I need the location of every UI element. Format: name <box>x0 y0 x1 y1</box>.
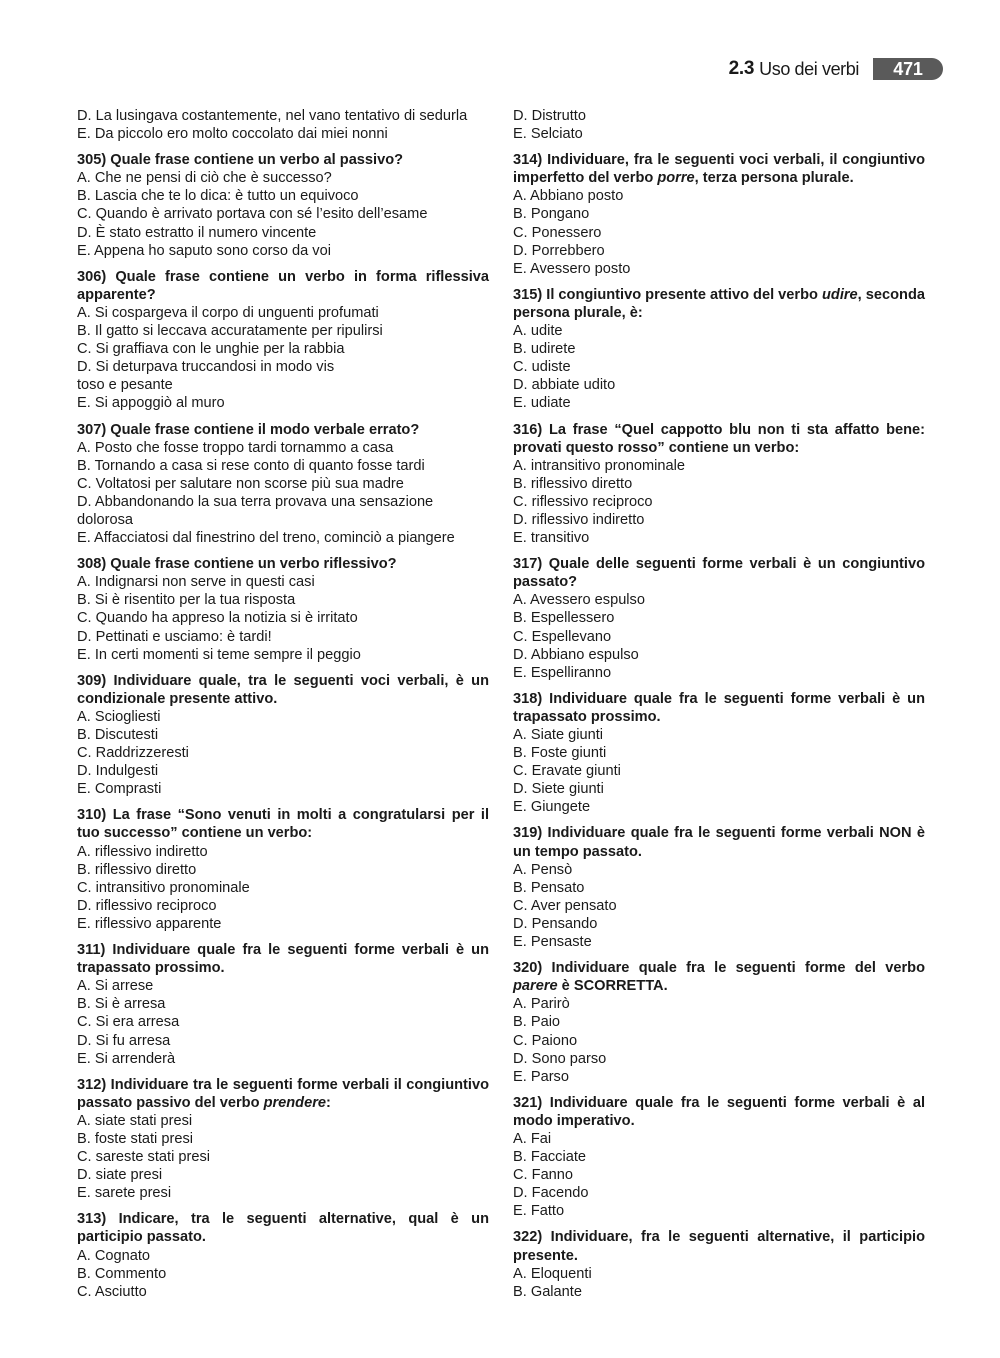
answer-option: D. riflessivo indiretto <box>513 511 645 528</box>
question-311 <box>77 941 489 1068</box>
question-title: 306) Quale frase contiene un verbo in forma riflessiva apparente? <box>77 268 489 303</box>
answer-option: D. Facendo <box>513 1185 589 1202</box>
answer-option: B. Lascia che te lo dica: è tutto un equivoco <box>77 188 359 205</box>
answer-option: E. Pensaste <box>513 934 592 951</box>
answer-option: E. Giungete <box>513 799 591 816</box>
answer-option: A. Posto che fosse troppo tardi tornammo a casa <box>77 439 394 456</box>
answer-option: E. transitivo <box>513 530 590 547</box>
answer-option: D. Siete giunti <box>513 781 604 798</box>
question-312 <box>77 1076 489 1203</box>
answer-option: A. Abbiano posto <box>513 188 624 205</box>
question-title: 319) Individuare quale fra le seguenti forme verbali NON è un tempo passato. <box>513 825 925 860</box>
question-title <box>513 151 925 187</box>
answer-option: E. Avessero posto <box>513 260 631 277</box>
answer-option: D. Abbiano espulso <box>513 646 639 663</box>
answer-option: B. Facciate <box>513 1149 586 1166</box>
answer-option: C. intransitivo pronominale <box>77 879 250 896</box>
right-column <box>513 107 925 1309</box>
answer-option: C. Paiono <box>513 1032 578 1049</box>
answer-option: E. Affacciatosi dal finestrino del treno, cominciò a piangere <box>77 530 455 547</box>
question-315 <box>513 286 925 413</box>
answer-option: E. Si arrenderà <box>77 1050 176 1067</box>
question-title-suffix: , terza persona plurale. <box>694 170 854 187</box>
question-title-text: 320) Individuare quale fra le seguenti forme del verbo <box>513 960 925 977</box>
answer-option: C. udiste <box>513 359 571 376</box>
question-320 <box>513 959 925 1086</box>
answer-option: C. Espellevano <box>513 628 612 645</box>
answer-option: A. Fai <box>513 1130 552 1147</box>
answer-option: B. riflessivo diretto <box>77 861 197 878</box>
answer-option: B. Espellessero <box>513 610 615 627</box>
answer-option: D. È stato estratto il numero vincente <box>77 224 317 241</box>
answer-option: E. Selciato <box>513 126 583 143</box>
answer-option: B. Pensato <box>513 879 585 896</box>
question-307 <box>77 421 489 548</box>
answer-option: D. Sono parso <box>513 1050 607 1067</box>
answer-option: C. Si era arresa <box>77 1014 180 1031</box>
question-title-text: 314) Individuare, fra le seguenti voci verbali, il congiuntivo imperfetto del verbo <box>513 152 925 187</box>
question-308 <box>77 555 489 664</box>
answer-option: B. Si è arresa <box>77 996 166 1013</box>
answer-option: A. Pensò <box>513 861 573 878</box>
page-number-badge: 471 <box>873 58 943 80</box>
question-title <box>513 959 925 995</box>
page-header <box>729 58 943 80</box>
answer-option: B. Galante <box>513 1283 582 1300</box>
answer-option-continuation: toso e pesante <box>77 377 173 394</box>
section-number: 2.3 <box>728 58 755 79</box>
answer-option: A. udite <box>513 323 563 340</box>
answer-option: A. Sciogliesti <box>77 708 161 725</box>
section-title: Uso dei verbi <box>759 58 859 79</box>
question-title-suffix: : <box>326 1094 331 1111</box>
answer-option: C. riflessivo reciproco <box>513 493 653 510</box>
answer-option: D. Distrutto <box>513 108 586 124</box>
answer-option: D. Porrebbero <box>513 242 605 259</box>
question-310 <box>77 806 489 933</box>
question-title-emphasis: prendere <box>263 1094 327 1111</box>
question-309 <box>77 672 489 799</box>
answer-option: B. Si è risentito per la tua risposta <box>77 592 296 609</box>
question-title: 318) Individuare quale fra le seguenti forme verbali è un trapassato prossimo. <box>513 690 925 725</box>
answer-option: E. In certi momenti si teme sempre il peggio <box>77 646 361 663</box>
answer-option: D. Si fu arresa <box>77 1032 171 1049</box>
answer-option: B. riflessivo diretto <box>513 475 633 492</box>
answer-option: C. Eravate giunti <box>513 763 621 780</box>
answer-option: B. Tornando a casa si rese conto di quanto fosse tardi <box>77 457 425 474</box>
answer-option: C. Raddrizzeresti <box>77 745 189 762</box>
question-title-emphasis: porre <box>657 170 695 187</box>
answer-option: D. riflessivo reciproco <box>77 897 217 914</box>
answer-option: D. Pettinati e usciamo: è tardi! <box>77 628 272 645</box>
answer-option: D. Pensando <box>513 915 598 932</box>
question-317 <box>513 555 925 682</box>
answer-option: B. Pongano <box>513 206 590 223</box>
question-306 <box>77 268 489 413</box>
answer-option: E. sarete presi <box>77 1185 172 1202</box>
answer-option: E. Appena ho saputo sono corso da voi <box>77 242 331 259</box>
question-305 <box>77 151 489 260</box>
answer-option: B. Foste giunti <box>513 745 607 762</box>
question-continuation <box>77 107 489 143</box>
answer-option: A. intransitivo pronominale <box>513 457 685 474</box>
answer-option: C. Ponessero <box>513 224 602 241</box>
answer-option: E. Parso <box>513 1068 569 1085</box>
question-title-suffix: è SCORRETTA. <box>557 978 668 995</box>
answer-option: A. Si arrese <box>77 978 154 995</box>
answer-option: A. Siate giunti <box>513 727 604 743</box>
answer-option: C. Quando ha appreso la notizia si è irritato <box>77 610 358 627</box>
question-title: 317) Quale delle seguenti forme verbali è un congiuntivo passato? <box>513 556 925 591</box>
answer-option: D. abbiate udito <box>513 377 616 394</box>
answer-option: C. Aver pensato <box>513 897 617 914</box>
question-322 <box>513 1228 925 1300</box>
answer-option: A. riflessivo indiretto <box>77 843 208 860</box>
answer-option: B. foste stati presi <box>77 1130 193 1147</box>
answer-option: D. siate presi <box>77 1167 163 1184</box>
answer-option: A. Parirò <box>513 996 570 1013</box>
answer-option: E. udiate <box>513 395 571 412</box>
answer-option: D. Indulgesti <box>77 763 159 780</box>
question-title: 307) Quale frase contiene il modo verbale errato? <box>77 421 420 438</box>
question-title: 313) Indicare, tra le seguenti alternative, qual è un participio passato. <box>77 1211 489 1246</box>
question-318 <box>513 690 925 817</box>
question-319 <box>513 824 925 951</box>
answer-option: B. Paio <box>513 1014 561 1031</box>
question-title-suffix: , seconda persona plurale, è: <box>513 286 925 321</box>
question-title: 308) Quale frase contiene un verbo riflessivo? <box>77 556 397 573</box>
answer-option: B. Il gatto si leccava accuratamente per ripulirsi <box>77 323 383 340</box>
question-title: 311) Individuare quale fra le seguenti forme verbali è un trapassato prossimo. <box>77 942 489 977</box>
answer-option: C. Si graffiava con le unghie per la rabbia <box>77 341 345 358</box>
answer-option: A. siate stati presi <box>77 1112 193 1129</box>
question-title: 322) Individuare, fra le seguenti alternative, il participio presente. <box>513 1229 925 1264</box>
left-column <box>77 107 489 1309</box>
question-313 <box>77 1210 489 1300</box>
answer-option: A. Si cospargeva il corpo di unguenti profumati <box>77 304 379 321</box>
answer-option: A. Cognato <box>77 1247 151 1264</box>
question-continuation <box>513 107 925 143</box>
question-316 <box>513 421 925 548</box>
answer-option: E. Espelliranno <box>513 664 612 681</box>
answer-option: B. udirete <box>513 341 576 358</box>
answer-option: D. Si deturpava truccandosi in modo vis <box>77 359 335 376</box>
question-title-text: 312) Individuare tra le seguenti forme verbali il congiuntivo passato passivo del verbo <box>77 1076 489 1111</box>
answer-option: A. Eloquenti <box>513 1265 592 1282</box>
question-title <box>77 1076 489 1112</box>
answer-option: E. riflessivo apparente <box>77 915 222 932</box>
question-title: 305) Quale frase contiene un verbo al passivo? <box>77 152 404 169</box>
answer-option: A. Che ne pensi di ciò che è successo? <box>77 170 332 187</box>
question-title: 321) Individuare quale fra le seguenti forme verbali è al modo imperativo. <box>513 1094 925 1129</box>
answer-option: E. Fatto <box>513 1203 565 1220</box>
question-title-emphasis: parere <box>513 978 558 995</box>
question-title: 309) Individuare quale, tra le seguenti voci verbali, è un condizionale presente attivo. <box>77 672 489 707</box>
answer-option: A. Indignarsi non serve in questi casi <box>77 574 315 591</box>
answer-option: D. Abbandonando la sua terra provava una sensazione dolorosa <box>77 493 434 528</box>
question-title-text: 315) Il congiuntivo presente attivo del verbo <box>513 286 822 303</box>
answer-option: E. Comprasti <box>77 781 162 798</box>
answer-option: A. Avessero espulso <box>513 592 645 609</box>
answer-option: C. Fanno <box>513 1167 574 1184</box>
answer-option: B. Discutesti <box>77 727 159 743</box>
question-314 <box>513 151 925 278</box>
answer-option: C. sareste stati presi <box>77 1149 211 1166</box>
answer-option: E. Si appoggiò al muro <box>77 395 225 412</box>
question-title <box>513 286 925 322</box>
question-title: 310) La frase “Sono venuti in molti a congratularsi per il tuo successo” contiene un verbo: <box>77 807 489 842</box>
answer-option: B. Commento <box>77 1265 167 1282</box>
answer-option: C. Asciutto <box>77 1283 147 1300</box>
answer-option: D. La lusingava costantemente, nel vano tentativo di sedurla <box>77 108 468 124</box>
question-321 <box>513 1094 925 1221</box>
answer-option: C. Voltatosi per salutare non scorse più sua madre <box>77 475 404 492</box>
question-title-emphasis: udire <box>821 286 858 303</box>
answer-option: E. Da piccolo ero molto coccolato dai miei nonni <box>77 126 388 143</box>
answer-option: C. Quando è arrivato portava con sé l’esito dell’esame <box>77 206 428 223</box>
question-title: 316) La frase “Quel cappotto blu non ti sta affatto bene: provati questo rosso” contiene un verbo: <box>513 421 925 456</box>
